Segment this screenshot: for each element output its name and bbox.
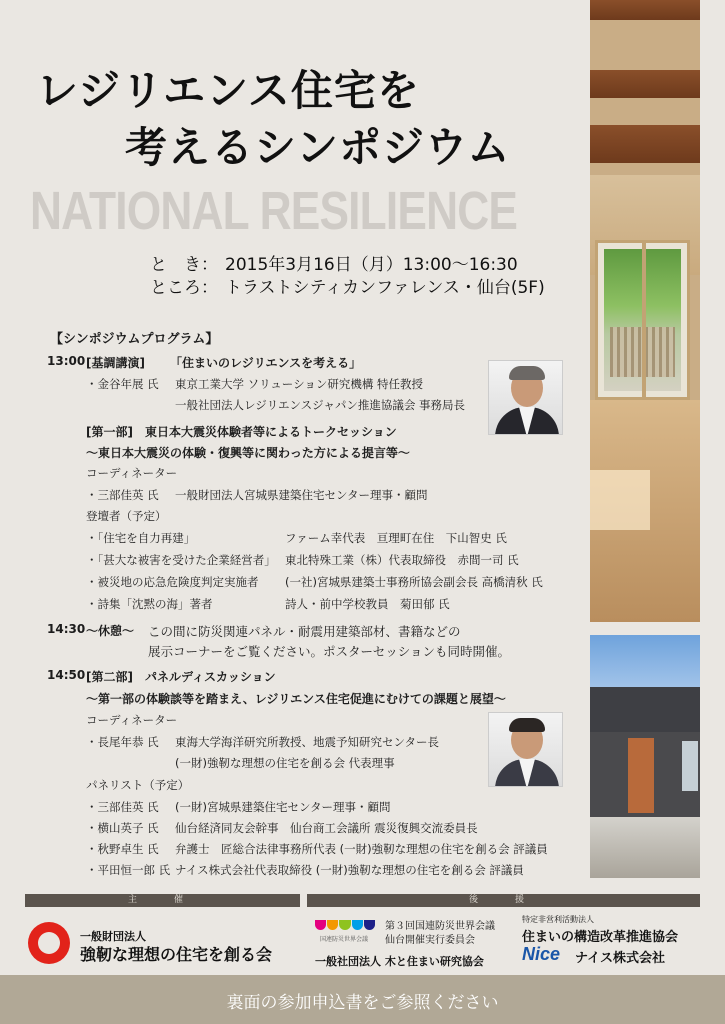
panelist-name: ・秋野卓生 氏 [86,842,159,856]
event-venue [150,273,545,298]
part2-panel-label: パネリスト（予定） [86,778,190,792]
part2-subtitle: ～第一部の体験談等を踏まえ、レジリエンス住宅促進にむけての課題と展望～ [86,692,506,706]
keynote-speaker: ・金谷年展 氏 [86,377,159,391]
part1-label: [第一部] 東日本大震災体験者等によるトークセッション [86,425,397,439]
keynote-role-2: 一般社団法人レジリエンスジャパン推進協議会 事務局長 [175,398,466,412]
part2-time: 14:50 [47,668,86,682]
window-view [595,240,690,400]
part1-speaker-topic: ・「住宅を自力再建」 [86,531,196,545]
wave-mark [352,920,363,930]
venue-value: トラストシティカンファレンス・仙台(5F) [225,278,545,298]
supporter-bar: 後 援 [307,894,700,907]
organizer-logo-icon [28,922,70,964]
part1-panel-label: 登壇者（予定） [86,509,167,523]
wave-mark [327,920,338,930]
supporter-1-line-1: 第３回国連防災世界会議 [385,921,495,932]
keynote-label: [基調講演] [86,356,145,370]
coordinator-portrait [488,712,563,787]
nice-logo: Nice [522,944,561,964]
keynote-role-1: 東京工業大学 ソリューション研究機構 特任教授 [175,377,424,391]
part1-speaker-topic: ・詩集「沈黙の海」著者 [86,597,213,611]
panelist-name: ・平田恒一郎 氏 [86,863,171,877]
keynote-time: 13:00 [47,354,86,368]
footer-text: 裏面の参加申込書をご参照ください [226,993,499,1013]
part1-speaker-role: 詩人・前中学校教員 菊田郁 氏 [285,597,450,611]
program-heading: 【シンポジウムプログラム】 [50,332,219,347]
wave-mark [364,920,375,930]
organizer-bar: 主 催 [25,894,300,907]
wave-mark [315,920,326,930]
organizer-type: 一般財団法人 [80,930,146,943]
panelist-role: 仙台経済同友会幹事 仙台商工会議所 震災復興交流委員長 [175,821,478,835]
part1-subtitle: ～東日本大震災の体験・復興等に関わった方による提言等～ [86,446,410,460]
house-photo [590,635,700,878]
organizer-name: 強靭な理想の住宅を創る会 [80,945,273,964]
panelist-name: ・三部佳英 氏 [86,800,159,814]
break-line-2: 展示コーナーをご覧ください。ポスターセッションも同時開催。 [148,644,511,659]
event-date [150,250,518,275]
part1-speaker-topic: ・被災地の応急危険度判定実施者 [86,575,259,589]
supporter-4-name: ナイス株式会社 [575,951,665,966]
part2-coordinator-role-2: (一財)強靭な理想の住宅を創る会 代表理事 [175,756,395,770]
part1-speaker-role: (一社)宮城県建築士事務所協会副会長 高橋清秋 氏 [285,575,543,589]
break-line-1: この間に防災関連パネル・耐震用建築部材、書籍などの [148,624,461,639]
english-subtitle: NATIONAL RESILIENCE [30,181,518,241]
part1-coordinator-name: ・三部佳英 氏 [86,488,159,502]
break-time: 14:30 [47,622,86,636]
supporter-2: 一般社団法人 木と住まい研究協会 [315,955,484,968]
un-conference-logo-caption: 国連防災世界会議 [320,936,369,943]
keynote-speaker-portrait [488,360,563,435]
interior-photo [590,0,700,622]
part2-coordinator-label: コーディネーター [86,713,178,727]
supporter-3-type: 特定非営利活動法人 [522,915,594,924]
date-value: 2015年3月16日（月）13:00～16:30 [225,255,518,275]
date-label: と き： [150,255,218,275]
part2-label: [第二部] パネルディスカッション [86,670,276,684]
supporter-3-name: 住まいの構造改革推進協会 [522,930,679,945]
keynote-topic: 「住まいのレジリエンスを考える」 [170,356,362,370]
wave-mark [339,920,350,930]
supporter-1-line-2: 仙台開催実行委員会 [385,935,475,946]
panelist-role: ナイス株式会社代表取締役 (一財)強靭な理想の住宅を創る会 評議員 [175,863,524,877]
venue-label: ところ： [150,278,218,298]
part2-coordinator-name: ・長尾年恭 氏 [86,735,159,749]
part1-coordinator-label: コーディネーター [86,466,178,480]
un-conference-logo-icon [315,920,375,932]
title-line-2: 考えるシンポジウム [125,123,511,172]
panelist-name: ・横山英子 氏 [86,821,159,835]
part2-coordinator-role-1: 東海大学海洋研究所教授、地震予知研究センター長 [175,735,440,749]
part1-speaker-role: ファーム幸代表 亘理町在住 下山智史 氏 [285,531,507,545]
panelist-role: 弁護士 匠総合法律事務所代表 (一財)強靭な理想の住宅を創る会 評議員 [175,842,548,856]
title-line-1: レジリエンス住宅を [36,66,420,115]
break-label: ～休憩～ [86,624,135,638]
part1-coordinator-role: 一般財団法人宮城県建築住宅センター理事・顧問 [175,488,428,502]
panelist-role: (一財)宮城県建築住宅センター理事・顧問 [175,800,391,814]
photo-column [590,0,700,885]
part1-speaker-role: 東北特殊工業（株）代表取締役 赤間一司 氏 [285,553,519,567]
part1-speaker-topic: ・「甚大な被害を受けた企業経営者」 [86,553,276,567]
footer-banner [0,975,725,1024]
